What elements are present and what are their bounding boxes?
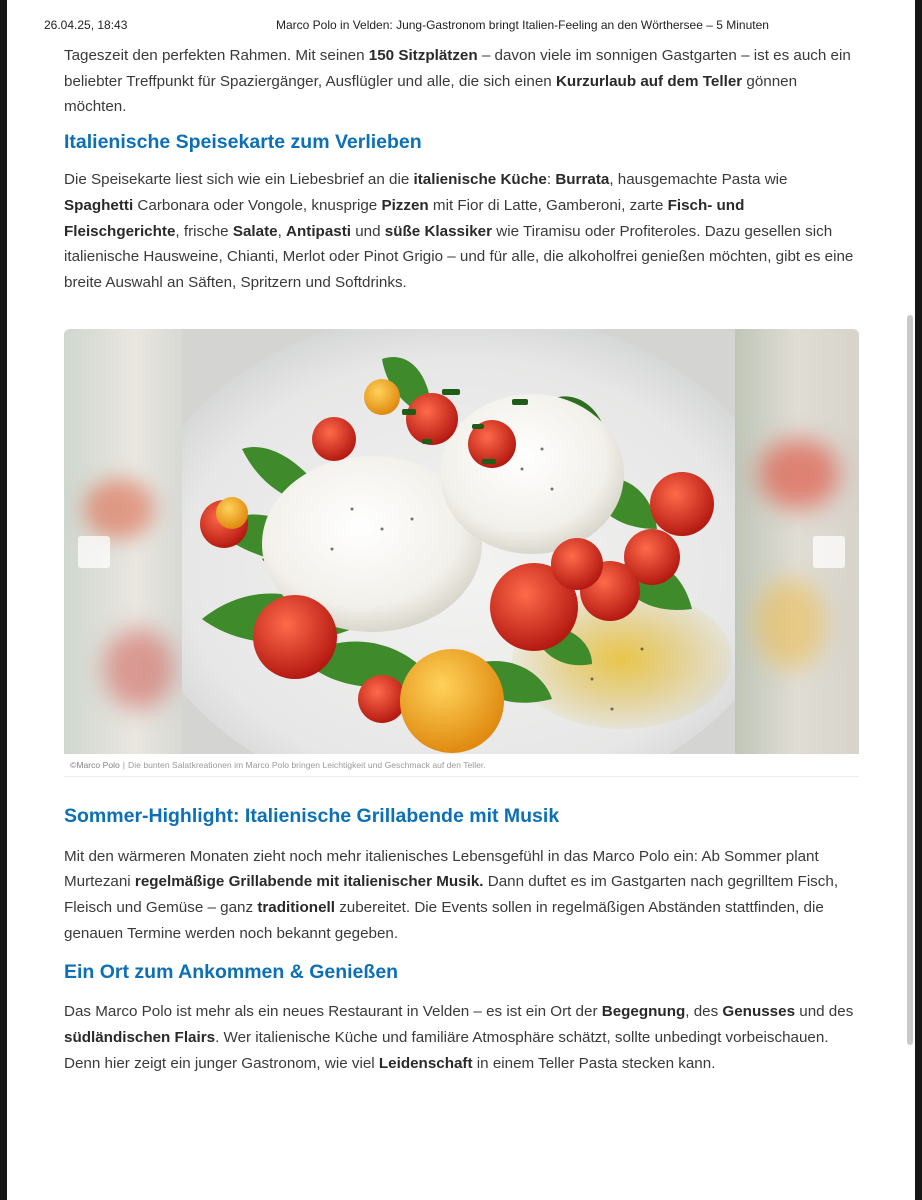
bold-run: 150 Sitzplätzen xyxy=(368,47,478,64)
bold-run: Kurzurlaub auf dem Teller xyxy=(555,72,743,90)
print-header xyxy=(0,18,922,34)
scrollbar-thumb[interactable] xyxy=(907,315,913,1045)
image-caption xyxy=(64,754,859,777)
print-date: 26.04.25, 18:43 xyxy=(44,18,128,32)
bold-run: Salate xyxy=(232,222,278,240)
text-run: , des xyxy=(685,1003,723,1021)
gallery-next-button[interactable] xyxy=(813,536,845,568)
text-run: – davon viele im sonnigen Gastgarten – ist es auch ein beliebter Treffpunkt für Spaziergänger, Ausflügler und alle, die sich einen xyxy=(64,47,851,90)
window-frame-right xyxy=(915,0,922,1200)
heading-grillabende: Sommer-Highlight: Italienische Grillabende mit Musik xyxy=(64,804,560,827)
burrata-salad-photo xyxy=(182,329,735,754)
bold-run: Fisch- und Fleischgerichte xyxy=(64,196,745,240)
text-run: Dann duftet es im Gastgarten nach gegrilltem Fisch, Fleisch und Gemüse – ganz xyxy=(64,873,839,917)
text-run: . Wer italienische Küche und familiäre Atmosphäre schätzt, sollte unbedingt vorbeischauen. Denn hier zeigt ein junger Gastronom, wie viel xyxy=(64,1029,829,1072)
text-run: zubereitet. Die Events sollen in regelmäßigen Abständen stattfinden, die genauen Termine werden noch bekannt gegeben. xyxy=(64,899,824,942)
bold-run: Burrata xyxy=(555,171,610,189)
heading-speisekarte: Italienische Speisekarte zum Verlieben xyxy=(64,131,422,154)
bold-run: süße Klassiker xyxy=(384,222,493,240)
bold-run: regelmäßige Grillabende mit italienischer Musik. xyxy=(134,873,484,891)
text-run: Tageszeit den perfekten Rahmen. Mit seinen xyxy=(64,47,369,64)
intro-paragraph xyxy=(64,43,860,120)
text-run: Die Speisekarte liest sich wie ein Liebesbrief an die xyxy=(64,171,414,189)
caption-credit: ©Marco Polo xyxy=(70,759,120,770)
gallery-prev-button[interactable] xyxy=(78,536,110,568)
bold-run: Leidenschaft xyxy=(378,1054,473,1072)
text-run: mit Fior di Latte, Gamberoni, zarte xyxy=(428,196,668,214)
article-body xyxy=(64,43,860,1077)
grill-paragraph xyxy=(64,844,860,947)
ort-paragraph xyxy=(64,999,860,1076)
text-run: Mit den wärmeren Monaten zieht noch mehr italienisches Lebensgefühl in das Marco Polo ein: Ab Sommer plant Murtezani xyxy=(64,847,819,891)
bold-run: Pizzen xyxy=(381,196,429,214)
text-run: Das Marco Polo ist mehr als ein neues Restaurant in Velden – es ist ein Ort der xyxy=(64,1003,602,1021)
caption-text: Die bunten Salatkreationen im Marco Polo bringen Leichtigkeit und Geschmack auf den Teller. xyxy=(128,759,486,770)
image-gallery xyxy=(64,329,859,777)
bold-run: Genusses xyxy=(722,1003,796,1021)
bold-run: Spaghetti xyxy=(64,196,134,214)
text-run: , xyxy=(277,222,287,240)
text-run: , hausgemachte Pasta wie xyxy=(609,171,788,189)
text-run: in einem Teller Pasta stecken kann. xyxy=(472,1054,716,1072)
gallery-slide-frame xyxy=(64,329,859,754)
heading-ort: Ein Ort zum Ankommen & Genießen xyxy=(64,961,399,984)
bold-run: Antipasti xyxy=(286,222,352,240)
text-run: , frische xyxy=(175,222,233,240)
text-run: : xyxy=(546,171,556,189)
text-run: und xyxy=(351,222,385,240)
bold-run: südländischen Flairs xyxy=(64,1029,216,1047)
print-page-title: Marco Polo in Velden: Jung-Gastronom bringt Italien-Feeling an den Wörthersee – 5 Minuten xyxy=(276,18,769,32)
speisekarte-paragraph xyxy=(64,167,860,296)
text-run: wie Tiramisu oder Profiteroles. Dazu gesellen sich italienische Hausweine, Chianti, Merlot oder Pinot Grigio – und für alle, die alkoholfrei genießen möchten, gibt es eine breite Auswahl an Säften, Spritzern und Softdrinks. xyxy=(64,222,854,291)
text-run: Carbonara oder Vongole, knusprige xyxy=(133,196,382,214)
window-frame-left xyxy=(0,0,7,1200)
text-run: und des xyxy=(795,1003,854,1021)
scrollbar[interactable] xyxy=(905,0,915,1200)
caption-separator: | xyxy=(122,759,126,770)
bold-run: traditionell xyxy=(257,899,335,917)
bold-run: Begegnung xyxy=(601,1003,686,1021)
bold-run: italienische Küche xyxy=(413,171,547,189)
text-run: gönnen möchten. xyxy=(64,72,798,116)
